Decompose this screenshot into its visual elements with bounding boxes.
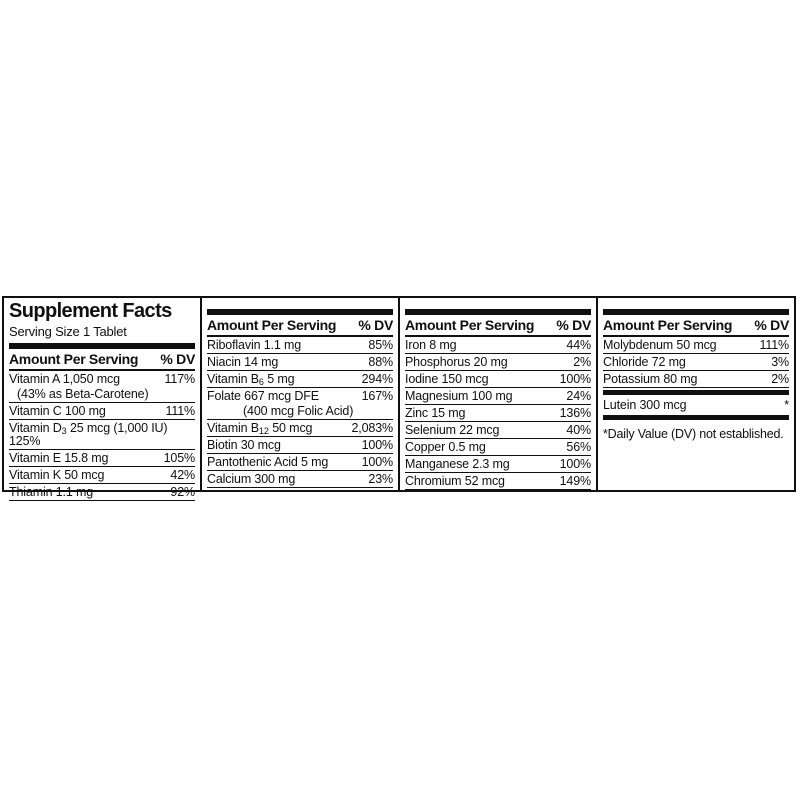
nutrient-row (9, 450, 195, 467)
nutrient-name: Vitamin $D_3$ 25 mcg (1,000 IU) (9, 421, 168, 436)
nutrient-name: Vitamin $B_{12}$ 50 mcg (207, 421, 313, 436)
nutrient-name: Lutein 300 mcg (603, 398, 687, 412)
header-amount: Amount Per Serving (405, 317, 535, 333)
nutrient-name: Niacin 14 mg (207, 355, 279, 369)
nutrient-dv-value: 100% (559, 372, 591, 386)
nutrient-name: Manganese 2.3 mg (405, 457, 510, 471)
nutrient-note: (400 mcg Folic Acid) (243, 404, 354, 418)
nutrient-name: Vitamin $B_6$ 5 mg (207, 372, 295, 387)
nutrient-row (603, 397, 789, 413)
nutrient-row (9, 420, 195, 450)
supplement-facts-label (2, 296, 796, 499)
nutrient-row (207, 420, 393, 437)
nutrient-dv-value: 100% (361, 455, 393, 469)
nutrient-dv-value: 125% (9, 434, 41, 448)
nutrient-row (405, 388, 591, 405)
nutrient-row (405, 405, 591, 422)
nutrient-row (405, 473, 591, 490)
nutrient-row (9, 484, 195, 501)
nutrient-name: Magnesium 100 mg (405, 389, 513, 403)
nutrient-note: (43% as Beta-Carotene) (17, 387, 149, 401)
nutrient-dv-value: 111% (759, 338, 789, 352)
header-dv: % DV (160, 351, 195, 367)
header-amount: Amount Per Serving (9, 351, 139, 367)
label-title: Supplement Facts (9, 300, 172, 322)
header-amount: Amount Per Serving (603, 317, 733, 333)
nutrient-name: Thiamin 1.1 mg (9, 485, 94, 499)
nutrient-name: Pantothenic Acid 5 mg (207, 455, 329, 469)
nutrient-row (405, 337, 591, 354)
nutrient-dv-value: 44% (566, 338, 591, 352)
nutrient-row (207, 337, 393, 354)
nutrient-row (207, 437, 393, 454)
nutrient-name: Riboflavin 1.1 mg (207, 338, 302, 352)
panel-trace-minerals (598, 298, 794, 490)
header-amount: Amount Per Serving (207, 317, 337, 333)
panel-minerals (400, 298, 596, 490)
nutrient-dv-value: 100% (559, 457, 591, 471)
header-dv: % DV (754, 317, 789, 333)
nutrient-row (603, 337, 789, 354)
nutrient-dv-value: 117% (164, 372, 195, 386)
nutrient-row (405, 354, 591, 371)
nutrient-name: Zinc 15 mg (405, 406, 466, 420)
nutrient-row (405, 456, 591, 473)
nutrient-name: Biotin 30 mcg (207, 438, 281, 452)
nutrient-dv-value: 3% (771, 355, 789, 369)
nutrient-name: Potassium 80 mg (603, 372, 698, 386)
section-bar (603, 390, 789, 395)
nutrient-dv-value: 56% (566, 440, 591, 454)
nutrient-dv-value: 88% (368, 355, 393, 369)
section-bar (405, 309, 591, 315)
nutrient-row (9, 371, 195, 403)
dv-footnote: *Daily Value (DV) not established. (603, 427, 784, 441)
nutrient-dv-value: 42% (170, 468, 195, 482)
nutrient-row (603, 354, 789, 371)
nutrient-row (207, 371, 393, 388)
nutrient-row (405, 439, 591, 456)
nutrient-dv-value: 149% (559, 474, 591, 488)
section-bar (207, 309, 393, 315)
serving-size: Serving Size 1 Tablet (9, 324, 127, 339)
nutrient-name: Vitamin C 100 mg (9, 404, 106, 418)
column-header (9, 350, 195, 369)
nutrient-name: Vitamin A 1,050 mcg (9, 372, 120, 386)
nutrient-row (207, 388, 393, 420)
nutrient-name: Vitamin E 15.8 mg (9, 451, 109, 465)
nutrient-name: Iodine 150 mcg (405, 372, 489, 386)
nutrient-name: Selenium 22 mcg (405, 423, 500, 437)
nutrient-name: Chromium 52 mcg (405, 474, 505, 488)
nutrient-dv-value: 167% (361, 389, 393, 403)
nutrient-dv-value: 136% (559, 406, 591, 420)
panel-vitamins (4, 298, 200, 499)
nutrient-name: Calcium 300 mg (207, 472, 296, 486)
nutrient-dv-value: 85% (368, 338, 393, 352)
nutrient-name: Copper 0.5 mg (405, 440, 486, 454)
column-header (207, 316, 393, 335)
nutrient-dv-value: 2,083% (351, 421, 393, 435)
nutrient-row (9, 467, 195, 484)
nutrient-dv-value: 100% (361, 438, 393, 452)
header-dv: % DV (556, 317, 591, 333)
nutrient-dv-value: 92% (170, 485, 195, 499)
header-dv: % DV (358, 317, 393, 333)
nutrient-dv-value: 2% (771, 372, 789, 386)
section-bar (603, 415, 789, 420)
nutrient-row (207, 354, 393, 371)
nutrient-name: Vitamin K 50 mcg (9, 468, 105, 482)
nutrient-name: Chloride 72 mg (603, 355, 686, 369)
nutrient-row (9, 403, 195, 420)
column-header (405, 316, 591, 335)
nutrient-dv-value: 40% (566, 423, 591, 437)
nutrient-dv-value: 105% (163, 451, 195, 465)
nutrient-row (603, 371, 789, 388)
nutrient-name: Iron 8 mg (405, 338, 457, 352)
nutrient-dv-value: * (784, 398, 789, 412)
nutrient-dv-value: 111% (165, 404, 195, 418)
nutrient-dv-value: 23% (368, 472, 393, 486)
nutrient-name: Folate 667 mcg DFE (207, 389, 319, 403)
section-bar (603, 309, 789, 315)
column-header (603, 316, 789, 335)
panel-b-vitamins (202, 298, 398, 490)
nutrient-dv-value: 294% (361, 372, 393, 386)
nutrient-row (405, 422, 591, 439)
section-bar (9, 343, 195, 349)
nutrient-name: Phosphorus 20 mg (405, 355, 508, 369)
nutrient-dv-value: 2% (573, 355, 591, 369)
nutrient-row (207, 454, 393, 471)
nutrient-row (207, 471, 393, 488)
nutrient-dv-value: 24% (566, 389, 591, 403)
nutrient-row (405, 371, 591, 388)
nutrient-name: Molybdenum 50 mcg (603, 338, 717, 352)
